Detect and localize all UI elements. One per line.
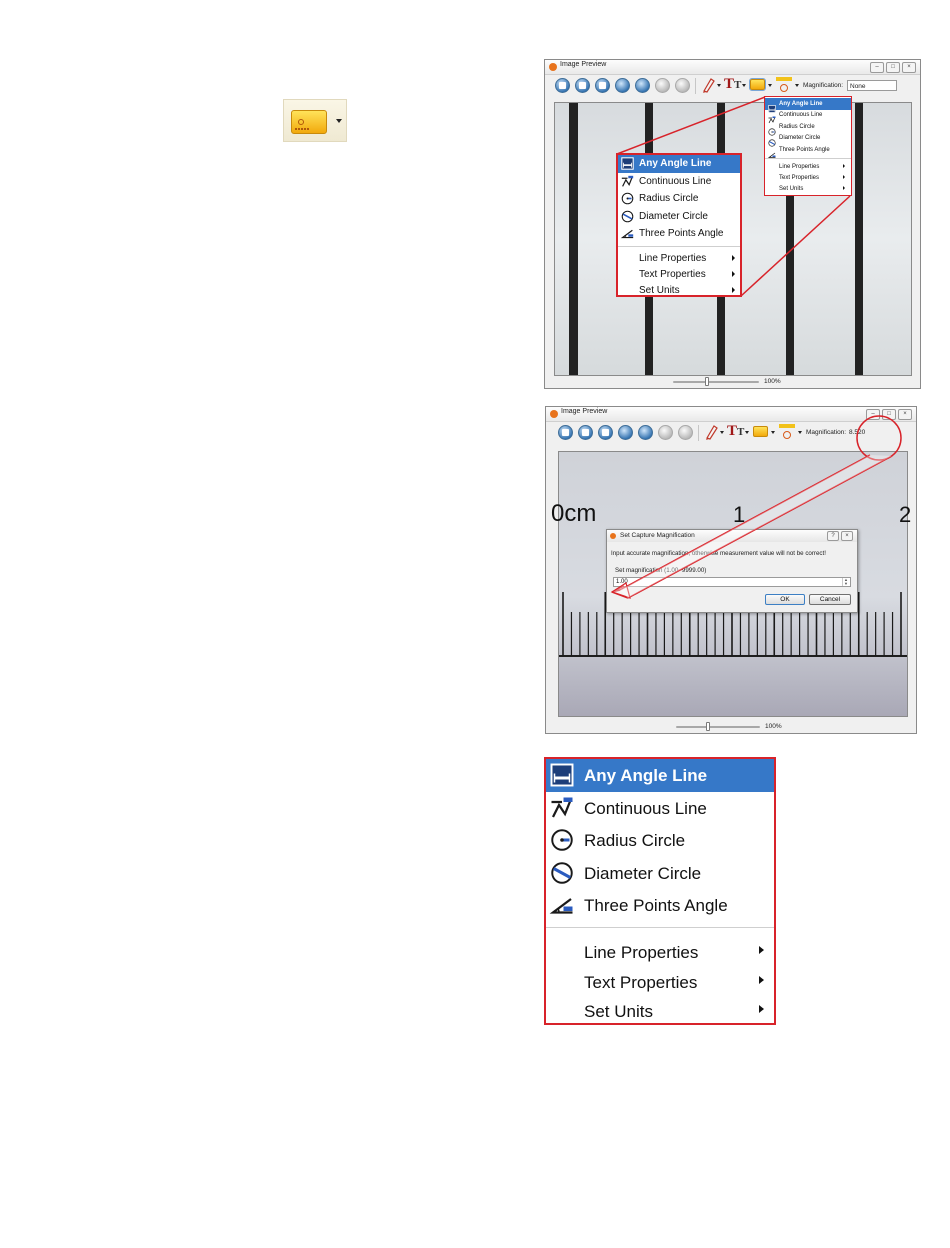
status-bar	[546, 721, 916, 733]
dropdown-arrow-icon[interactable]	[795, 84, 799, 87]
submenu-arrow-icon	[759, 1005, 764, 1013]
menu-item-label: Continuous Line	[779, 112, 823, 118]
rotate-right-icon[interactable]	[638, 425, 653, 440]
title-bar	[545, 60, 920, 75]
zoom-slider-thumb[interactable]	[705, 377, 709, 386]
redo-icon[interactable]	[678, 425, 693, 440]
submenu-arrow-icon	[732, 255, 735, 261]
maximize-button[interactable]: □	[882, 409, 896, 420]
rotate-left-icon[interactable]	[618, 425, 633, 440]
status-bar	[545, 376, 920, 388]
menu-item-line-properties[interactable]	[618, 250, 740, 266]
print-icon[interactable]	[598, 425, 613, 440]
magnification-label: Magnification:	[806, 429, 847, 436]
zoom-level: 100%	[764, 378, 781, 385]
menu-item-label: Line Properties	[779, 163, 820, 170]
dropdown-arrow-icon[interactable]	[771, 431, 775, 434]
submenu-arrow-icon	[759, 946, 764, 954]
menu-item-any-angle-line[interactable]	[765, 98, 851, 110]
window-title: Image Preview	[560, 61, 607, 68]
menu-item-label: Three Points Angle	[779, 146, 830, 153]
menu-item-label: Radius Circle	[779, 123, 815, 130]
menu-item-label: Set Units	[779, 185, 804, 192]
menu-item-set-units[interactable]	[618, 282, 740, 298]
menu-item-diameter-circle[interactable]	[618, 208, 740, 226]
magnification-input[interactable]: 1.00	[616, 579, 628, 585]
menu-item-set-units[interactable]	[765, 183, 851, 194]
close-button[interactable]: ×	[898, 409, 912, 420]
measure-tool-icon[interactable]	[750, 79, 765, 90]
menu-item-diameter-circle[interactable]	[765, 133, 851, 145]
menu-item-label: Set Units	[639, 285, 680, 296]
set-magnification-dialog	[606, 529, 858, 613]
app-icon	[549, 63, 557, 71]
submenu-arrow-icon	[732, 271, 735, 277]
save-icon[interactable]	[575, 78, 590, 93]
menu-item-label: Radius Circle	[584, 831, 686, 850]
continuous-line-icon	[550, 796, 574, 825]
minimize-button[interactable]: –	[870, 62, 884, 73]
ruler-label-0cm: 0cm	[551, 500, 597, 527]
magnification-label: Magnification:	[803, 82, 844, 89]
submenu-arrow-icon	[759, 976, 764, 984]
dialog-message: Input accurate magnification, otherwise measurement value will not be correct!	[611, 550, 826, 557]
dropdown-arrow-icon[interactable]	[745, 431, 749, 434]
menu-item-three-points-angle[interactable]	[765, 144, 851, 156]
cancel-button[interactable]: Cancel	[809, 594, 851, 605]
menu-item-line-properties[interactable]	[546, 936, 774, 966]
menu-item-label: Continuous Line	[639, 175, 712, 187]
print-icon[interactable]	[595, 78, 610, 93]
undo-icon[interactable]	[655, 78, 670, 93]
ruler-label-2: 2	[899, 502, 912, 527]
diameter-circle-icon	[550, 861, 574, 890]
menu-item-label: Radius Circle	[639, 193, 699, 204]
menu-item-radius-circle[interactable]	[618, 190, 740, 208]
title-bar	[546, 407, 916, 422]
menu-item-label: Any Angle Line	[779, 100, 823, 107]
magnification-value[interactable]: 8.520	[849, 429, 866, 436]
text-tool-icon[interactable]: TT	[724, 76, 742, 92]
menu-separator	[618, 246, 740, 247]
dropdown-arrow-icon[interactable]	[717, 84, 721, 87]
calibration-icon[interactable]	[776, 76, 792, 94]
dropdown-arrow-icon[interactable]	[336, 119, 342, 123]
three-points-angle-icon	[550, 893, 574, 922]
magnification-field-label: Set magnification (1.00~9999.00)	[615, 567, 707, 574]
dialog-title-bar	[607, 530, 857, 542]
dropdown-arrow-icon[interactable]	[742, 84, 746, 87]
menu-item-text-properties[interactable]	[546, 966, 774, 996]
menu-item-label: Three Points Angle	[639, 228, 724, 239]
open-icon[interactable]	[558, 425, 573, 440]
submenu-arrow-icon	[843, 186, 845, 190]
dropdown-arrow-icon[interactable]	[720, 431, 724, 434]
help-button[interactable]: ?	[827, 531, 839, 541]
menu-item-label: Three Points Angle	[584, 896, 728, 915]
menu-separator	[765, 158, 851, 159]
menu-item-three-points-angle[interactable]	[546, 889, 774, 922]
measure-menu-small	[764, 96, 852, 196]
menu-item-label: Diameter Circle	[639, 210, 708, 222]
redo-icon[interactable]	[675, 78, 690, 93]
menu-item-label: Continuous Line	[584, 798, 707, 818]
zoom-level: 100%	[765, 723, 782, 730]
menu-item-line-properties[interactable]	[765, 161, 851, 172]
menu-item-continuous-line[interactable]	[765, 110, 851, 122]
close-button[interactable]: ×	[902, 62, 916, 73]
spin-arrows-icon[interactable]: ▲ ▼	[842, 578, 849, 586]
measure-tool-button[interactable]	[283, 99, 347, 142]
menu-item-label: Diameter Circle	[779, 135, 821, 141]
toolbar	[552, 423, 912, 445]
maximize-button[interactable]: □	[886, 62, 900, 73]
menu-item-label: Text Properties	[584, 972, 698, 992]
menu-item-text-properties[interactable]	[765, 172, 851, 183]
menu-item-label: Any Angle Line	[584, 766, 708, 785]
menu-item-label: Text Properties	[779, 174, 820, 181]
menu-item-radius-circle[interactable]	[546, 824, 774, 857]
submenu-arrow-icon	[843, 164, 845, 168]
zoom-slider-track[interactable]	[676, 726, 760, 728]
app-icon	[550, 410, 558, 418]
ruler-label-1: 1	[733, 502, 746, 527]
magnification-spinbox[interactable]	[613, 577, 851, 587]
measure-tool-icon[interactable]	[753, 426, 768, 437]
close-button[interactable]: ×	[841, 531, 853, 541]
menu-item-continuous-line[interactable]	[618, 173, 740, 191]
dropdown-arrow-icon[interactable]	[768, 84, 772, 87]
text-tool-icon[interactable]: TT	[727, 423, 745, 439]
dialog-title: Set Capture Magnification	[620, 532, 695, 539]
menu-item-radius-circle[interactable]	[765, 121, 851, 133]
submenu-arrow-icon	[732, 287, 735, 293]
menu-item-set-units[interactable]	[546, 995, 774, 1025]
menu-separator	[546, 927, 774, 928]
app-icon	[610, 533, 616, 539]
zoom-slider-thumb[interactable]	[706, 722, 710, 731]
menu-item-label: Line Properties	[639, 253, 707, 264]
menu-item-three-points-angle[interactable]	[618, 225, 740, 243]
any-angle-line-icon	[550, 763, 574, 792]
window-title: Image Preview	[561, 408, 608, 415]
undo-icon[interactable]	[658, 425, 673, 440]
menu-item-label: Text Properties	[639, 269, 706, 280]
rotate-left-icon[interactable]	[615, 78, 630, 93]
ok-button[interactable]: OK	[765, 594, 805, 605]
menu-item-any-angle-line[interactable]	[618, 155, 740, 173]
measure-menu-large	[544, 757, 776, 1025]
menu-item-label: Line Properties	[584, 943, 699, 962]
toolbar	[551, 76, 916, 98]
menu-item-text-properties[interactable]	[618, 266, 740, 282]
magnification-field[interactable]: None	[847, 80, 897, 91]
calibration-icon[interactable]	[779, 423, 795, 441]
radius-circle-icon	[550, 828, 574, 857]
menu-item-any-angle-line[interactable]	[546, 759, 774, 792]
menu-item-label: Any Angle Line	[639, 158, 712, 169]
menu-item-label: Diameter Circle	[584, 863, 702, 883]
zoom-slider-track[interactable]	[673, 381, 759, 383]
menu-item-diameter-circle[interactable]	[546, 857, 774, 890]
pencil-icon[interactable]	[701, 77, 715, 93]
pencil-icon[interactable]	[704, 424, 718, 440]
menu-item-continuous-line[interactable]	[546, 792, 774, 825]
measure-menu-callout	[616, 153, 742, 297]
dropdown-arrow-icon[interactable]	[798, 431, 802, 434]
submenu-arrow-icon	[843, 175, 845, 179]
three-points-angle-icon	[621, 227, 634, 245]
rotate-right-icon[interactable]	[635, 78, 650, 93]
menu-item-label: Set Units	[584, 1002, 653, 1021]
save-icon[interactable]	[578, 425, 593, 440]
measure-tool-icon	[291, 110, 327, 134]
open-icon[interactable]	[555, 78, 570, 93]
minimize-button[interactable]: –	[866, 409, 880, 420]
